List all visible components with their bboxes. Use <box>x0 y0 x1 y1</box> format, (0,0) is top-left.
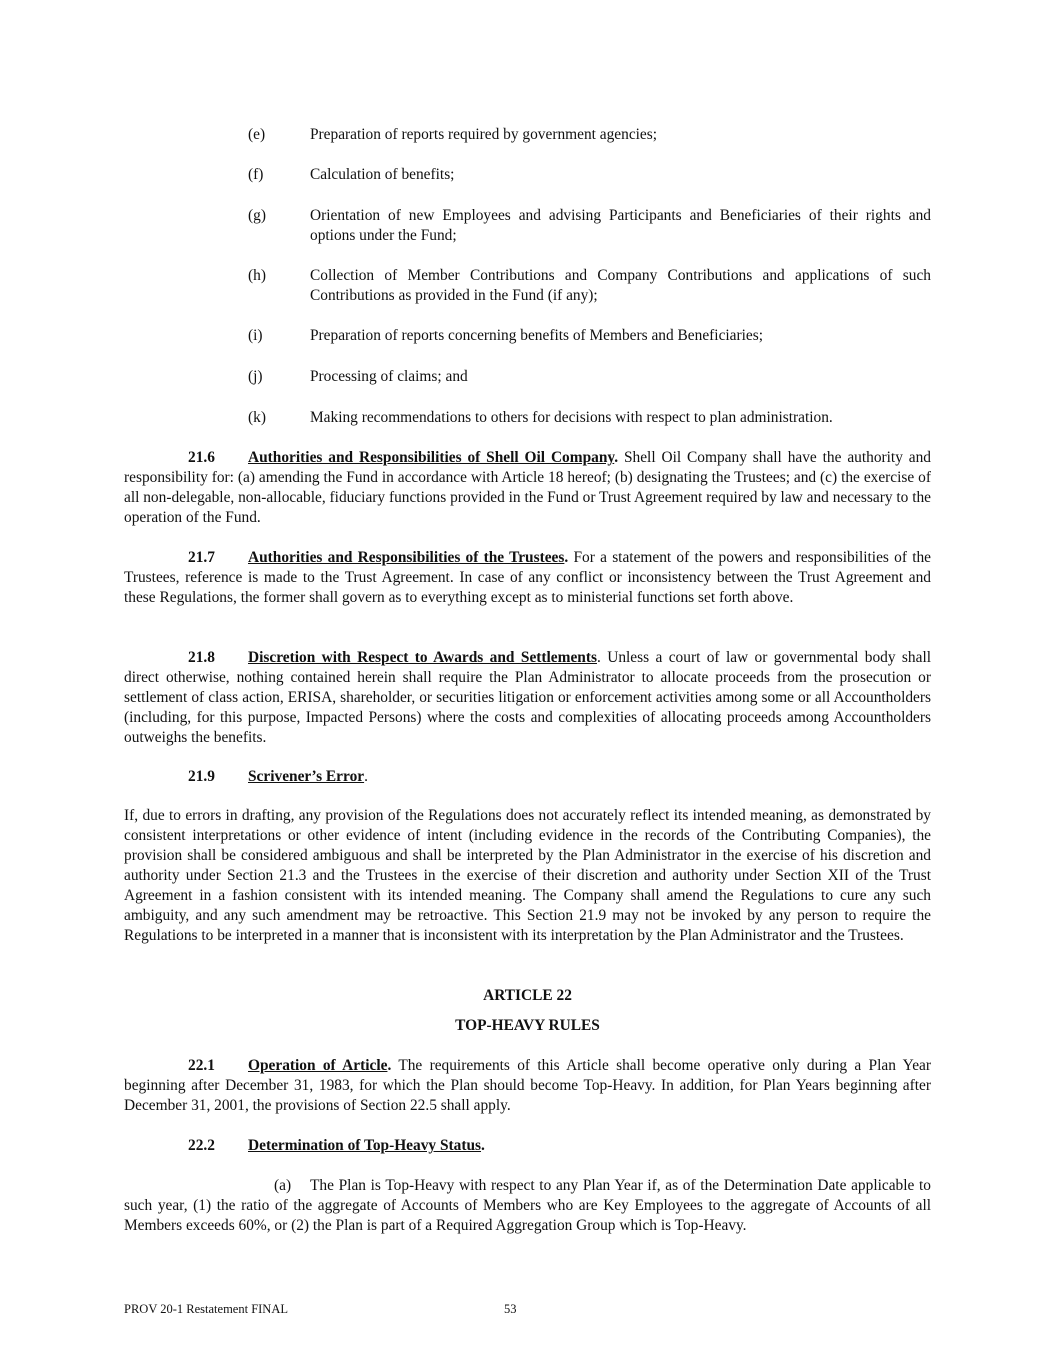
section-number: 22.2 <box>188 1137 215 1154</box>
section-title: Authorities and Responsibilities of Shell Oil Company <box>248 449 615 466</box>
section-22-2-heading <box>124 1136 931 1156</box>
section-21-7 <box>124 548 931 608</box>
section-body: Shell Oil Company shall have the authority and responsibility for: (a) amending the Fund in accordance with Article 18 hereof; (b) designating the Trustees; and (c) the exercise of all non-delegable, non-allocable, fiduciary functions provided in the Fund or Trust Agreement required by law and necessary to the operation of the Fund. <box>124 449 931 526</box>
list-item-text: Orientation of new Employees and advising Participants and Beneficiaries of their rights and options under the Fund; <box>310 207 931 244</box>
list-item-label: (g) <box>248 207 266 224</box>
section-body: For a statement of the powers and responsibilities of the Trustees, reference is made to the Trust Agreement. In case of any conflict or inconsistency between the Trust Agreement and these Regulations, the former shall govern as to everything except as to ministerial functions set forth above. <box>124 549 931 606</box>
list-item-label: (i) <box>248 327 263 344</box>
section-21-6 <box>124 448 931 528</box>
section-body: Unless a court of law or governmental body shall direct otherwise, nothing contained herein shall require the Plan Administrator to allocate proceeds from the prosecution or settlement of class action, ERISA, shareholder, or securities litigation or enforcement activities among some or all Accountholders (including, for this purpose, Impacted Persons) where the costs and complexities of allocating proceeds among Accountholders outweighs the benefits. <box>124 649 932 746</box>
footer-page-number: 53 <box>504 1302 517 1316</box>
section-number: 22.1 <box>188 1057 215 1074</box>
section-title-punct: . <box>564 549 569 566</box>
article-number: ARTICLE 22 <box>483 987 572 1004</box>
section-21-9-heading <box>124 767 931 787</box>
section-title-punct: . <box>387 1057 392 1074</box>
list-item-text: Preparation of reports concerning benefits of Members and Beneficiaries; <box>310 327 764 344</box>
list-item <box>248 326 931 346</box>
section-title: Scrivener’s Error <box>248 768 365 785</box>
section-number: 21.9 <box>188 768 215 785</box>
section-number: 21.6 <box>188 449 215 466</box>
list-item-label: (j) <box>248 368 263 385</box>
list-item-text: Making recommendations to others for decisions with respect to plan administration. <box>310 409 833 426</box>
section-title: Discretion with Respect to Awards and Settlements <box>248 649 597 666</box>
list-item-label: (k) <box>248 409 266 426</box>
section-22-2-a <box>124 1176 931 1236</box>
section-title: Determination of Top-Heavy Status <box>248 1137 482 1154</box>
list-item <box>248 125 931 145</box>
article-title: TOP-HEAVY RULES <box>455 1017 600 1034</box>
list-item-text: Preparation of reports required by government agencies; <box>310 126 658 143</box>
footer-document-name: PROV 20-1 Restatement FINAL <box>124 1302 288 1316</box>
section-title: Authorities and Responsibilities of the Trustees <box>248 549 565 566</box>
section-number: 21.7 <box>188 549 215 566</box>
list-item <box>248 206 931 246</box>
list-item-label: (f) <box>248 166 264 183</box>
section-22-1 <box>124 1056 931 1116</box>
section-21-8 <box>124 648 931 748</box>
subsection-label: (a) <box>274 1177 292 1194</box>
section-title: Operation of Article <box>248 1057 388 1074</box>
section-body: The requirements of this Article shall become operative only during a Plan Year beginning after December 31, 1983, for which the Plan should become Top-Heavy. In addition, for Plan Years beginning after December 31, 2001, the provisions of Section 22.5 shall apply. <box>124 1057 932 1114</box>
section-title-punct: . <box>596 649 601 666</box>
list-item <box>248 165 931 185</box>
list-item <box>248 266 931 306</box>
subsection-body: The Plan is Top-Heavy with respect to any Plan Year if, as of the Determination Date applicable to such year, (1) the ratio of the aggregate of Accounts of Members who are Key Employees to the aggregate of Accounts of all Members exceeds 60%, or (2) the Plan is part of a Required Aggregation Group which is Top-Heavy. <box>124 1177 931 1234</box>
list-item-label: (h) <box>248 267 266 284</box>
section-21-9-body: If, due to errors in drafting, any provision of the Regulations does not accurately reflect its intended meaning, as demonstrated by consistent interpretations or other evidence of intent (including evidence in the records of the Contributing Companies), the provision shall be considered ambiguous and shall be interpreted by the Plan Administrator in the exercise of his discretion and authority under Section 21.3 and the Trustees in the exercise of their discretion and authority under Section XII of the Trust Agreement in a fashion consistent with its intended meaning. The Company shall amend the Regulations to cure any such ambiguity, and any such amendment may be retroactive. This Section 21.9 may not be invoked by any person to require the Regulations to be interpreted in a manner that is inconsistent with its interpretation by the Plan Administrator and the Trustees. <box>124 807 931 944</box>
section-title-punct: . <box>614 449 619 466</box>
section-title-punct: . <box>481 1137 485 1154</box>
list-item <box>248 408 931 428</box>
list-item-text: Calculation of benefits; <box>310 166 455 183</box>
section-number: 21.8 <box>188 649 215 666</box>
list-item-text: Processing of claims; and <box>310 368 468 385</box>
list-item <box>248 367 931 387</box>
section-title-punct: . <box>364 768 368 785</box>
list-item-label: (e) <box>248 126 266 143</box>
list-item-text: Collection of Member Contributions and Company Contributions and applications of such Contributions as provided in the Fund (if any); <box>310 267 931 304</box>
